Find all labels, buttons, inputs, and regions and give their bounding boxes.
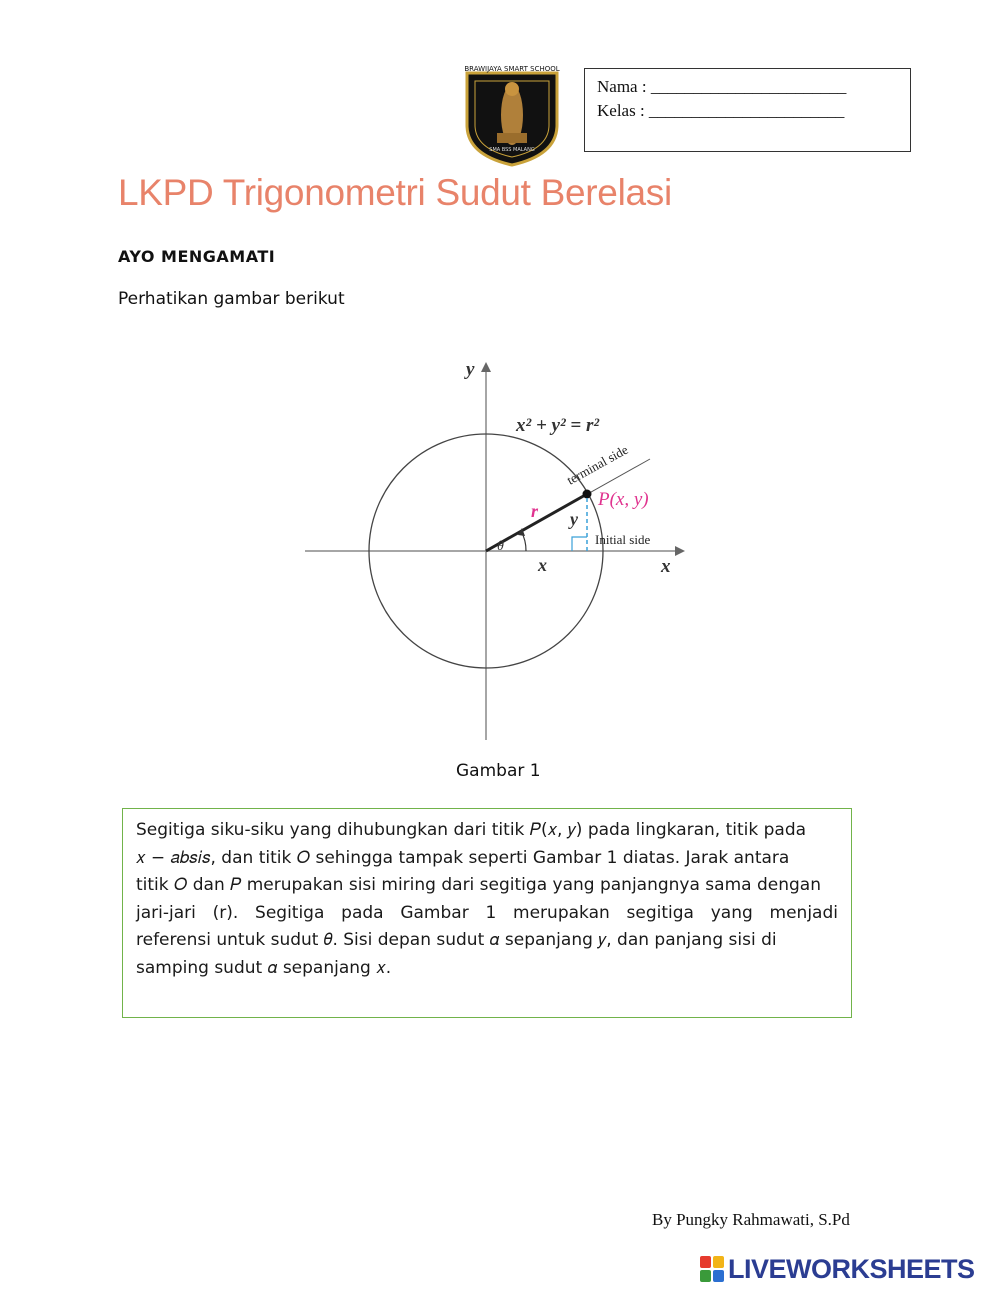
explanation-box [122, 808, 852, 1018]
terminal-side-label: terminal side [564, 441, 631, 488]
class-field-label: Kelas : _______________________ [597, 101, 845, 120]
explanation-line-3: titik 𝑂 dan 𝑃 merupakan sisi miring dari segitiga yang panjangnya sama dengan [136, 875, 821, 895]
radius-label: r [531, 501, 539, 521]
opposite-label: y [570, 509, 578, 529]
x-axis-label: x [661, 556, 671, 577]
right-angle-mark [572, 537, 587, 551]
y-axis-label: y [466, 359, 475, 380]
angle-label: θ [497, 539, 504, 554]
liveworksheets-text: LIVEWORKSHEETS [728, 1253, 975, 1284]
adjacent-label: x [538, 555, 547, 575]
student-info-box [584, 68, 911, 152]
circle-equation: x² + y² = r² [516, 415, 600, 436]
liveworksheets-logo[interactable] [700, 1253, 975, 1285]
figure-caption: Gambar 1 [456, 761, 541, 781]
unit-circle-figure [300, 355, 690, 747]
explanation-line-6: samping sudut 𝛼 sepanjang 𝑥. [136, 957, 392, 978]
liveworksheets-icon [700, 1256, 724, 1282]
explanation-line-2: 𝑥 − 𝑎𝑏𝑠𝑖𝑠, dan titik 𝑂 sehingga tampak seperti Gambar 1 diatas. Jarak antara [136, 847, 790, 868]
section-heading: AYO MENGAMATI [118, 247, 276, 266]
explanation-line-4: jari-jari (r). Segitiga pada Gambar 1 merupakan segitiga yang menjadi [136, 902, 838, 923]
logo-top-text: BRAWIJAYA SMART SCHOOL [464, 65, 560, 73]
author-credit: By Pungky Rahmawati, S.Pd [652, 1210, 850, 1229]
point-label: P(x, y) [598, 489, 649, 510]
explanation-line-1: Segitiga siku-siku yang dihubungkan dari titik 𝑃(𝑥, 𝑦) pada lingkaran, titik pada [136, 820, 807, 840]
point-p [583, 490, 592, 499]
initial-side-label: Initial side [595, 532, 651, 547]
logo-bottom-text: SMA BSS MALANG [489, 147, 535, 153]
explanation-line-5: referensi untuk sudut 𝜃. Sisi depan sudut 𝛼 sepanjang 𝑦, dan panjang sisi di [136, 930, 777, 950]
page-title: LKPD Trigonometri Sudut Berelasi [118, 172, 672, 213]
school-logo [457, 55, 567, 167]
intro-text: Perhatikan gambar berikut [118, 289, 345, 309]
name-field-label: Nama : _______________________ [597, 77, 847, 96]
